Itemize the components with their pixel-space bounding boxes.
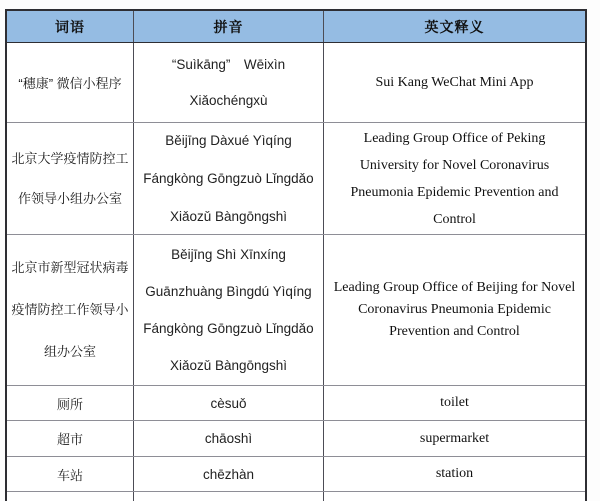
word-line: 车站 [56, 467, 83, 483]
pinyin-line: Fángkòng Gōngzuò Lǐngdǎo [143, 170, 314, 186]
english-cell [324, 457, 585, 491]
word-cell [7, 123, 134, 234]
table-row [7, 421, 585, 457]
word-cell [7, 43, 134, 122]
pinyin-line: Guānzhuàng Bìngdú Yìqíng [145, 284, 312, 299]
table-row [7, 43, 585, 123]
word-cell [7, 421, 134, 456]
english-cell [324, 123, 585, 234]
pinyin-cell [134, 235, 324, 385]
pinyin-cell [134, 43, 324, 122]
word-line: 北京大学疫情防控工 [11, 150, 129, 166]
pinyin-line: Xiǎozǔ Bàngōngshì [169, 358, 288, 373]
word-line: 疫情防控工作领导小 [11, 302, 129, 317]
english-line: University for Novel Coronavirus [359, 157, 550, 173]
english-cell [324, 235, 585, 385]
english-line: supermarket [419, 430, 490, 446]
english-cell [324, 386, 585, 420]
word-line: 厕所 [56, 396, 83, 412]
pinyin-cell [134, 123, 324, 234]
english-line: Leading Group Office of Beijing for Novel [333, 280, 576, 295]
english-line: station [435, 466, 474, 481]
pinyin-cell [134, 492, 324, 501]
english-line: toilet [440, 395, 469, 410]
header-english: 英文释义 [424, 18, 485, 35]
header-pinyin: 拼音 [134, 11, 324, 42]
english-line: Coronavirus Pneumonia Epidemic [358, 302, 551, 317]
pinyin-cell [134, 457, 324, 491]
word-cell [7, 386, 134, 420]
pinyin-line: Fángkòng Gōngzuò Lǐngdǎo [143, 321, 314, 336]
pinyin-line: Xiǎozǔ Bàngōngshì [169, 208, 288, 224]
table-row [7, 123, 585, 235]
word-cell [7, 492, 134, 501]
english-cell [324, 492, 585, 501]
table-row [7, 457, 585, 492]
table-row [7, 386, 585, 421]
english-line: Sui Kang WeChat Mini App [375, 74, 534, 90]
word-line: 组办公室 [43, 344, 96, 359]
word-cell [7, 235, 134, 385]
english-cell [324, 43, 585, 122]
vocabulary-table [5, 9, 587, 501]
pinyin-line: cèsuǒ [210, 395, 247, 411]
english-line: Prevention and Control [389, 324, 520, 339]
word-line: 北京市新型冠状病毒 [11, 260, 129, 275]
word-line: “穗康” 微信小程序 [18, 76, 122, 91]
pinyin-cell [134, 421, 324, 456]
pinyin-line: Xiǎochéngxù [189, 92, 268, 108]
pinyin-line: chēzhàn [202, 466, 255, 482]
word-line: 作领导小组办公室 [17, 190, 122, 206]
pinyin-cell [134, 386, 324, 420]
table-row [7, 235, 585, 386]
english-line: Control [433, 211, 476, 227]
english-line: Pneumonia Epidemic Prevention and [350, 184, 559, 200]
word-cell [7, 457, 134, 491]
header-word: 词语 [7, 11, 134, 42]
pinyin-line: Běijīng Dàxué Yìqíng [165, 132, 292, 148]
table-header-row [7, 11, 585, 43]
pinyin-line: chāoshì [204, 431, 253, 446]
english-line: Leading Group Office of Peking [363, 130, 546, 146]
english-cell [324, 421, 585, 456]
pinyin-line: Běijīng Shì Xīnxíng [171, 247, 286, 262]
word-line: 超市 [56, 432, 83, 447]
table-row-partial [7, 492, 585, 501]
pinyin-line: “Suìkāng” Wēixìn [171, 56, 286, 72]
